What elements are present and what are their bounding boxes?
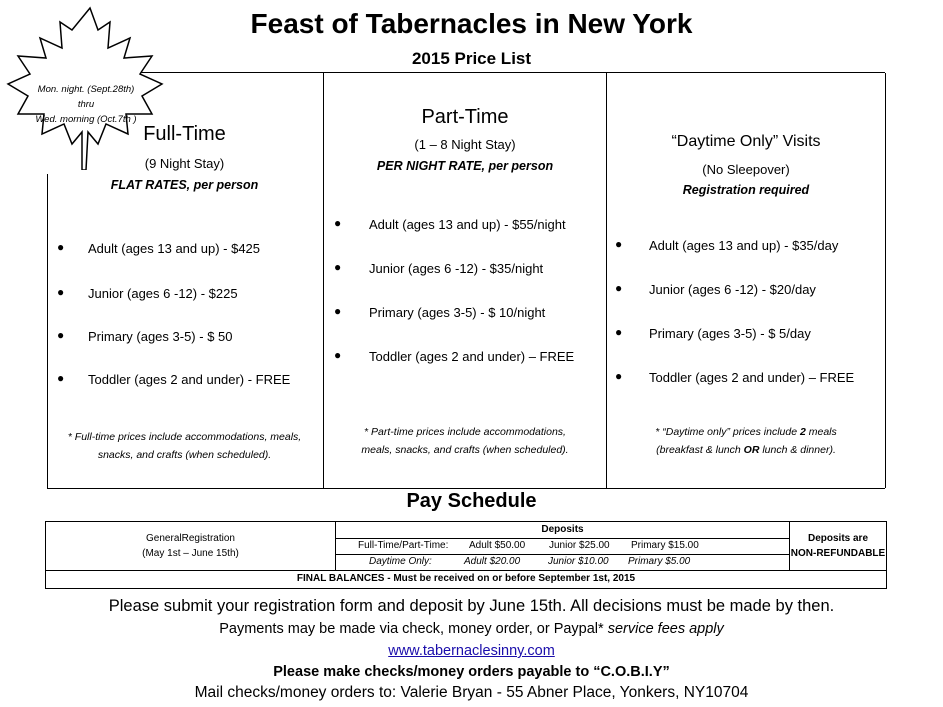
daytime-adult: Adult $20.00 (464, 556, 521, 567)
price-table (47, 72, 885, 489)
submit-deadline: Please submit your registration form and deposit by June 15th. All decisions must be made by then. (108, 597, 835, 615)
bullet-icon: ● (334, 260, 342, 274)
leaf-date-end: Wed. morning (Oct.7th ) (35, 114, 137, 125)
leaf-date-start: Mon. night. (Sept.28th) (37, 84, 135, 95)
full-part-label: Full-Time/Part-Time: (358, 540, 449, 551)
daytime-primary: Primary (ages 3-5) - $ 5/day (649, 326, 811, 341)
daytime-sleepover: (No Sleepover) (702, 162, 790, 177)
payment-methods (0, 621, 943, 637)
part-time-note-line: meals, snacks, and crafts (when scheduled). (361, 444, 569, 456)
daytime-junior: Junior (ages 6 -12) - $20/day (649, 282, 816, 297)
daytime-primary: Primary $5.00 (628, 556, 691, 567)
full-time-note-line: * Full-time prices include accommodations, meals, (67, 431, 302, 443)
daytime-note-line (607, 441, 885, 459)
bullet-icon: ● (334, 348, 342, 362)
pay-schedule-title: Pay Schedule (406, 490, 537, 512)
bullet-icon: ● (57, 285, 65, 299)
daytime-adult: Adult (ages 13 and up) - $35/day (649, 238, 839, 253)
service-fee-note: service fees apply (607, 621, 724, 637)
full-time-toddler: Toddler (ages 2 and under) - FREE (88, 372, 291, 387)
non-refundable-cell (790, 531, 886, 561)
payable-to: Please make checks/money orders payable to “C.O.B.I.Y” (273, 664, 670, 680)
daytime-heading: “Daytime Only” Visits (671, 133, 821, 150)
note-text: lunch & dinner). (759, 444, 836, 456)
note-text: * “Daytime only” prices include (655, 426, 800, 438)
maple-leaf-icon (2, 4, 167, 170)
pay-schedule-table (45, 521, 887, 589)
full-time-adult: Adult (ages 13 and up) - $425 (88, 241, 261, 256)
bullet-icon: ● (615, 325, 623, 339)
daytime-label: Daytime Only: (369, 556, 432, 567)
daytime-junior: Junior $10.00 (548, 556, 609, 567)
daytime-rate: Registration required (682, 183, 810, 197)
table-divider (336, 554, 789, 555)
part-time-column (323, 73, 606, 488)
general-registration-label: GeneralRegistration (146, 533, 235, 544)
bullet-icon: ● (615, 237, 623, 251)
leaf-thru: thru (77, 99, 95, 110)
part-time-toddler: Toddler (ages 2 and under) – FREE (369, 349, 575, 364)
note-emphasis: OR (743, 444, 760, 456)
payment-methods-text: Payments may be made via check, money order, or Paypal* (219, 621, 608, 637)
part-time-stay: (1 – 8 Night Stay) (414, 137, 516, 152)
daytime-column (606, 73, 886, 488)
full-time-rate: FLAT RATES, per person (110, 178, 259, 192)
part-time-junior: Junior (ages 6 -12) - $35/night (369, 261, 544, 276)
part-time-primary: Primary (ages 3-5) - $ 10/night (369, 305, 546, 320)
part-time-note-line: * Part-time prices include accommodations, (364, 426, 566, 438)
bullet-icon: ● (615, 281, 623, 295)
note-emphasis: 2 (799, 426, 806, 438)
part-time-note (324, 423, 606, 459)
full-time-note (47, 428, 322, 464)
daytime-toddler: Toddler (ages 2 and under) – FREE (649, 370, 855, 385)
part-time-rate: PER NIGHT RATE, per person (376, 159, 554, 173)
note-text: (breakfast & lunch (656, 444, 744, 456)
full-time-note-line: snacks, and crafts (when scheduled). (97, 449, 272, 461)
website-link-row (0, 643, 943, 659)
website-link[interactable]: www.tabernaclesinny.com (388, 643, 555, 659)
full-time-stay: (9 Night Stay) (144, 156, 225, 171)
full-part-primary: Primary $15.00 (631, 540, 699, 551)
page-subtitle: 2015 Price List (411, 49, 532, 68)
daytime-note (607, 423, 885, 459)
table-divider (46, 570, 886, 571)
full-time-junior: Junior (ages 6 -12) - $225 (88, 286, 238, 301)
bullet-icon: ● (57, 328, 65, 342)
bullet-icon: ● (57, 371, 65, 385)
deposits-header: Deposits (541, 524, 584, 535)
full-part-adult: Adult $50.00 (469, 540, 526, 551)
full-time-primary: Primary (ages 3-5) - $ 50 (88, 329, 233, 344)
bullet-icon: ● (57, 240, 65, 254)
non-refundable-line: Deposits are (807, 533, 869, 544)
bullet-icon: ● (334, 216, 342, 230)
full-part-junior: Junior $25.00 (549, 540, 610, 551)
general-registration-dates: (May 1st – June 15th) (142, 548, 239, 559)
part-time-heading: Part-Time (421, 106, 509, 128)
bullet-icon: ● (615, 369, 623, 383)
bullet-icon: ● (334, 304, 342, 318)
note-text: meals (805, 426, 837, 438)
general-registration-cell (46, 531, 335, 561)
table-divider (336, 538, 789, 539)
non-refundable-line: NON-REFUNDABLE (790, 548, 886, 559)
final-balances: FINAL BALANCES - Must be received on or before September 1st, 2015 (296, 573, 636, 584)
daytime-note-line (607, 423, 885, 441)
page-title: Feast of Tabernacles in New York (250, 8, 693, 39)
part-time-adult: Adult (ages 13 and up) - $55/night (369, 217, 566, 232)
full-time-heading: Full-Time (143, 123, 226, 145)
mail-address: Mail checks/money orders to: Valerie Bryan - 55 Abner Place, Yonkers, NY10704 (194, 684, 749, 701)
